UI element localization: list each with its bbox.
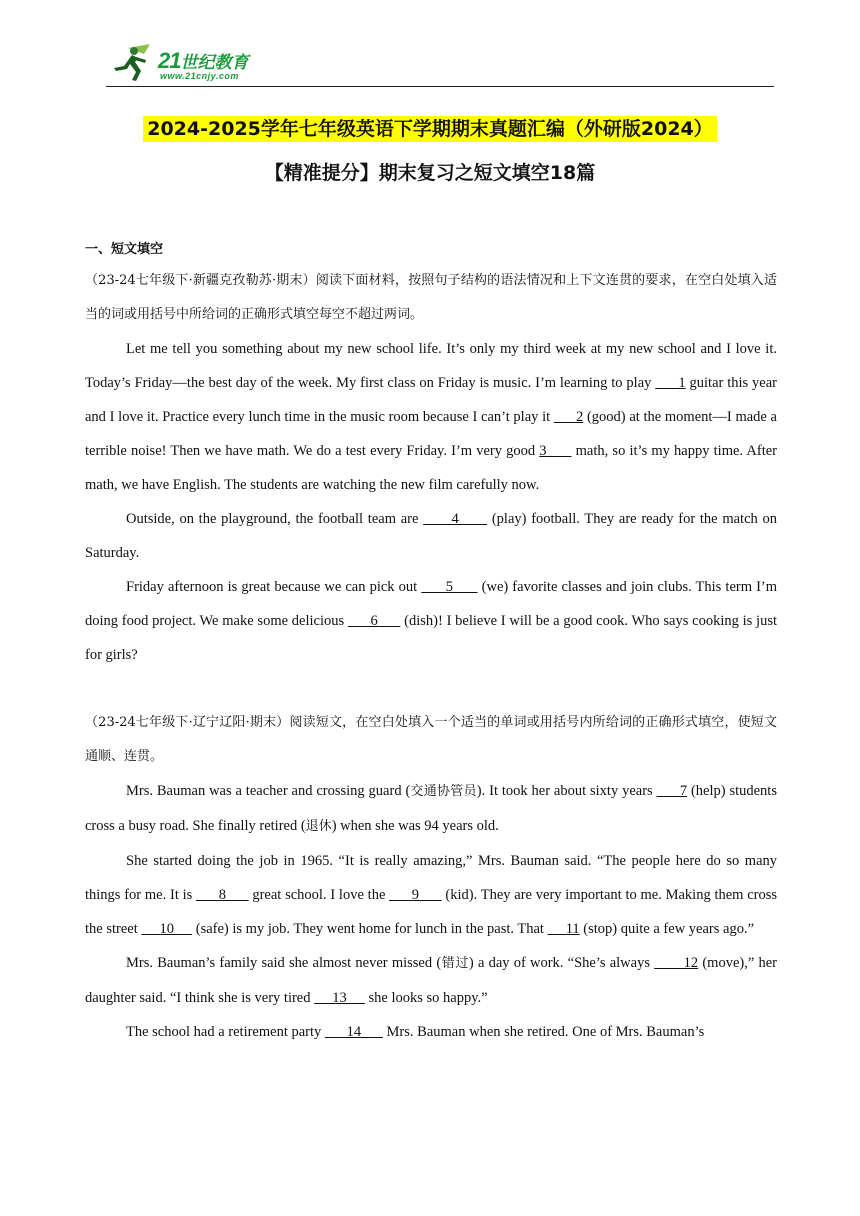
blank-11[interactable]: 11 — [547, 921, 580, 937]
blank-10[interactable]: 10 — [141, 921, 193, 937]
blank-5[interactable]: 5 — [421, 579, 478, 595]
blank-13[interactable]: 13 — [314, 990, 365, 1006]
logo-url: www.21cnjy.com — [160, 71, 239, 81]
page-subtitle: 【精准提分】期末复习之短文填空18篇 — [264, 162, 596, 184]
passage2-paragraph-3: Mrs. Bauman’s family said she almost never missed (错过) a day of work. “She’s always 12 (move),” her daughter said. “I think she is very tired 13 she looks so happy.” — [85, 955, 778, 1006]
blank-2[interactable]: 2 — [553, 409, 584, 425]
passage1-paragraph-3: Friday afternoon is great because we can pick out 5 (we) favorite classes and join clubs. This term I’m doing food project. We make some delicious 6 (dish)! I believe I will be a good cook. Who says cooking is just for girls? — [85, 579, 778, 663]
passage1-instructions: （23-24七年级下·新疆克孜勒苏·期末）阅读下面材料，按照句子结构的语法情况和上下文连贯的要求，在空白处填入适当的词或用括号中所给词的正确形式填空每空不超过两词。 — [85, 273, 777, 322]
blank-3[interactable]: 3 — [539, 443, 572, 459]
blank-6[interactable]: 6 — [347, 613, 401, 629]
page-header — [106, 40, 774, 87]
passage1-paragraph-2: Outside, on the playground, the football team are 4 (play) football. They are ready for the match on Saturday. — [85, 511, 777, 561]
runner-logo-icon — [110, 42, 156, 82]
page-title: 2024-2025学年七年级英语下学期期末真题汇编（外研版2024） — [0, 114, 860, 144]
logo-text: 21世纪教育 — [158, 48, 249, 73]
passage2-paragraph-1: Mrs. Bauman was a teacher and crossing guard (交通协管员). It took her about sixty years 7 (help) students cross a busy road. She finally retired (退休) when she was 94 years old. — [85, 783, 777, 834]
spacer — [85, 672, 777, 706]
passage1-paragraph-1: Let me tell you something about my new school life. It’s only my third week at my new school and I love it. Today’s Friday—the best day of the week. My first class on Friday is music. I’m learning to play 1 guitar this year and I love it. Practice every lunch time in the music room because I can’t play it 2 (good) at the moment—I made a terrible noise! Then we have math. We do a test every Friday. I’m very good 3 math, so it’s my happy time. After math, we have English. The students are watching the new film carefully now. — [85, 341, 777, 493]
passage2-instructions: （23-24七年级下·辽宁辽阳·期末）阅读短文，在空白处填入一个适当的单词或用括号内所给词的正确形式填空，使短文通顺、连贯。 — [85, 715, 777, 764]
passage2-paragraph-2: She started doing the job in 1965. “It is really amazing,” Mrs. Bauman said. “The people here do so many things for me. It is 8 great school. I love the 9 (kid). They are very important to me. Making them cross the street 10 (safe) is my job. They went home for lunch in the past. That 11 (stop) quite a few years ago.” — [85, 853, 778, 937]
blank-8[interactable]: 8 — [196, 887, 249, 903]
blank-9[interactable]: 9 — [389, 887, 442, 903]
blank-4[interactable]: 4 — [423, 511, 488, 527]
blank-1[interactable]: 1 — [655, 375, 686, 391]
passage2-paragraph-4: The school had a retirement party 14 Mrs. Bauman when she retired. One of Mrs. Bauman’s — [126, 1024, 705, 1040]
blank-7[interactable]: 7 — [656, 783, 688, 799]
blank-14[interactable]: 14 — [324, 1024, 383, 1040]
blank-12[interactable]: 12 — [654, 955, 699, 971]
logo — [110, 40, 280, 84]
document-body — [85, 236, 777, 1049]
section-heading: 一、短文填空 — [85, 242, 164, 257]
